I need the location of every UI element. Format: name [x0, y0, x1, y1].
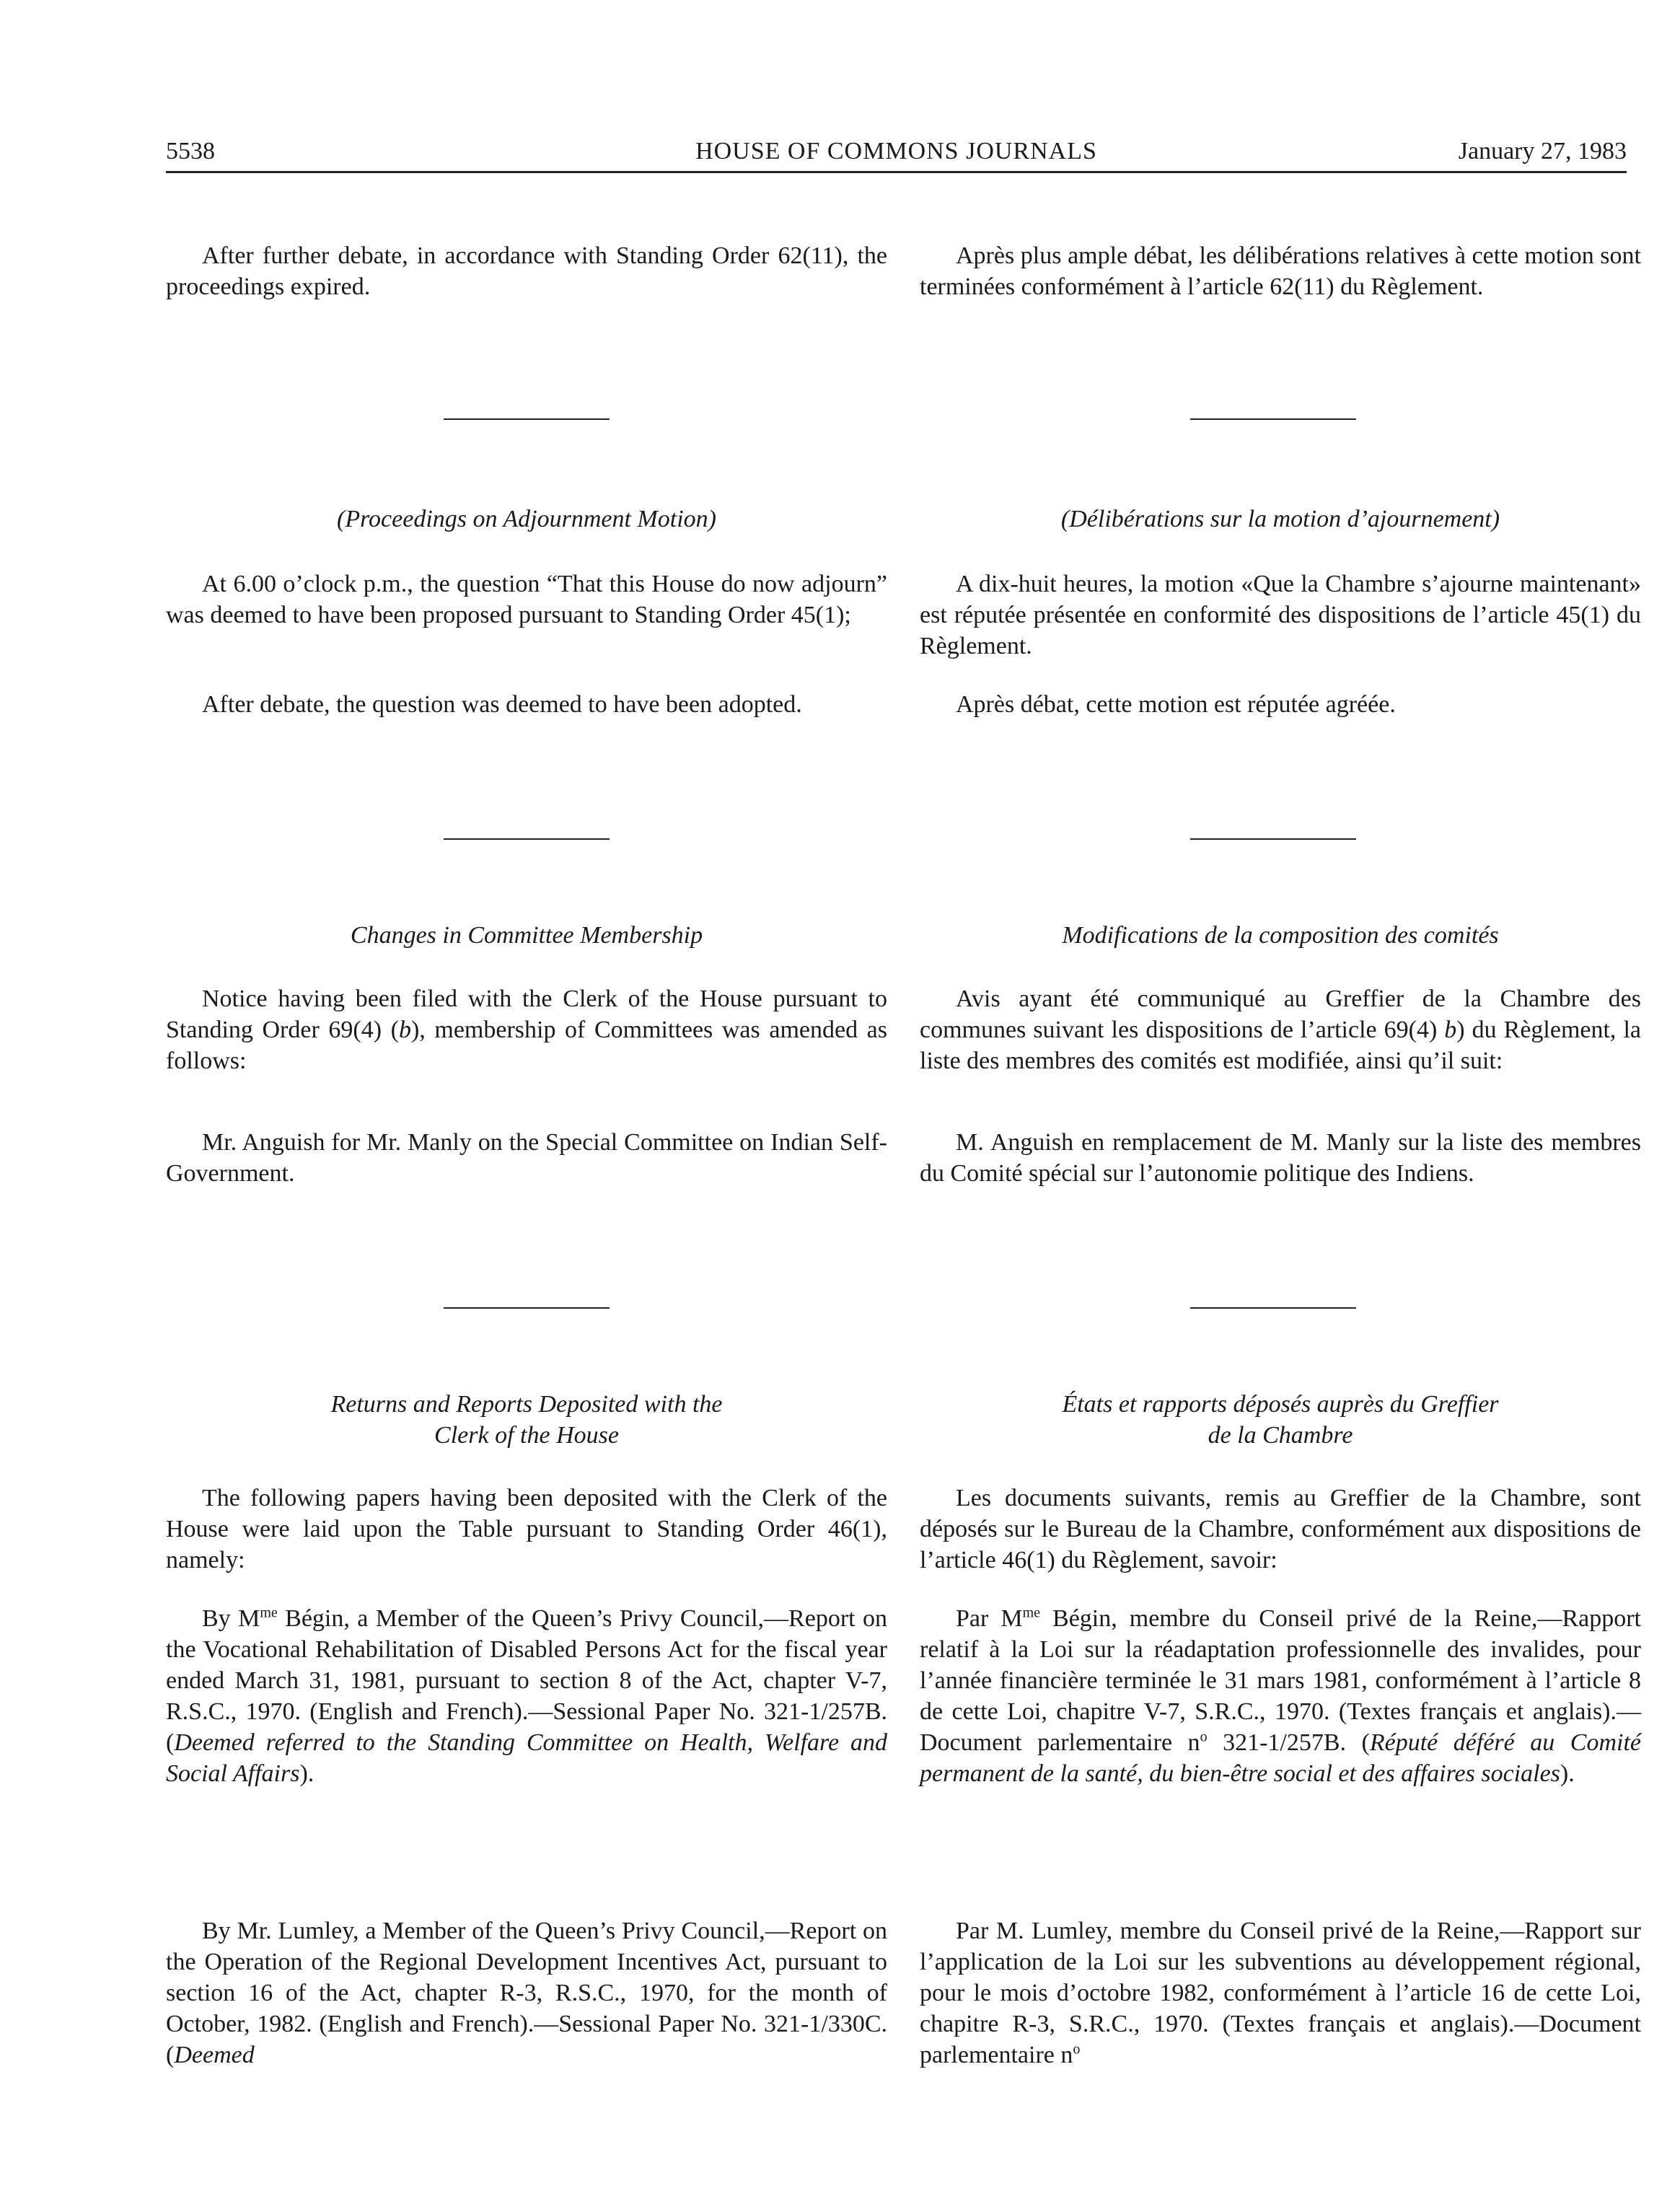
- en-section-divider: [444, 838, 610, 840]
- en-adjournment-paragraph: At 6.00 o’clock p.m., the question “That this House do now adjourn” was deemed to have been proposed pursuant to Standing Order 45(1);: [166, 571, 887, 628]
- en-returns-paragraph: The following papers having been deposited with the Clerk of the House were laid upon the Table pursuant to Standing Order 46(1), namely:: [166, 1485, 887, 1573]
- en-debate-paragraph: After further debate, in accordance with Standing Order 62(11), the proceedings expired.: [166, 242, 887, 300]
- en-heading-committee: Changes in Committee Membership: [350, 922, 703, 949]
- en-section-divider: [444, 418, 610, 420]
- en-section-divider: [444, 1307, 610, 1309]
- fr-adjournment-result: Après débat, cette motion est réputée agréée.: [956, 691, 1396, 718]
- fr-committee-paragraph: Avis ayant été communiqué au Greffier de la Chambre des communes suivant les dispositions de l’article 69(4) b) du Règlement, la liste des membres des comités est modifiée, ainsi qu’il suit:: [920, 985, 1641, 1074]
- fr-heading-adjournment: (Délibérations sur la motion d’ajournement): [1060, 506, 1500, 532]
- fr-section-divider: [1190, 1307, 1356, 1309]
- en-member-paragraph: Mr. Anguish for Mr. Manly on the Special Committee on Indian Self-Government.: [166, 1129, 887, 1187]
- fr-debate-paragraph: Après plus ample débat, les délibérations relatives à cette motion sont terminées conformément à l’article 62(11) du Règlement.: [920, 242, 1641, 300]
- journal-title: HOUSE OF COMMONS JOURNALS: [695, 138, 1097, 164]
- en-heading-returns: Returns and Reports Deposited with the Clerk of the House: [330, 1391, 723, 1449]
- en-adjournment-result: After debate, the question was deemed to have been adopted.: [202, 691, 802, 718]
- fr-heading-committee: Modifications de la composition des comités: [1062, 922, 1499, 949]
- fr-member-paragraph: M. Anguish en remplacement de M. Manly sur la liste des membres du Comité spécial sur l’autonomie politique des Indiens.: [920, 1129, 1641, 1187]
- en-committee-paragraph: Notice having been filed with the Clerk of the House pursuant to Standing Order 69(4) (b), membership of Committees was amended as follows:: [166, 985, 887, 1074]
- fr-adjournment-paragraph: A dix-huit heures, la motion «Que la Chambre s’ajourne maintenant» est réputée présentée en conformité des dispositions de l’article 45(1) du Règlement.: [920, 571, 1641, 659]
- page-number: 5538: [166, 138, 215, 164]
- page-header: [166, 133, 1627, 173]
- fr-section-divider: [1190, 838, 1356, 840]
- en-lumley-paper: By Mr. Lumley, a Member of the Queen’s Privy Council,—Report on the Operation of the Regional Development Incentives Act, pursuant to section 16 of the Act, chapter R-3, R.S.C., 1970, for the month of October, 1982. (English and French).—Sessional Paper No. 321-1/330C. (Deemed: [166, 1918, 887, 2068]
- en-heading-adjournment: (Proceedings on Adjournment Motion): [337, 506, 716, 532]
- fr-returns-paragraph: Les documents suivants, remis au Greffier de la Chambre, sont déposés sur le Bureau de la Chambre, conformément aux dispositions de l’article 46(1) du Règlement, savoir:: [920, 1485, 1641, 1573]
- journal-date: January 27, 1983: [1458, 138, 1627, 164]
- en-begin-paper: By $M^{me}$ Bégin, a Member of the Queen’s Privy Council,—Report on the Vocational Rehabilitation of Disabled Persons Act for the fiscal year ended March 31, 1981, pursuant to section 8 of the Act, chapter V-7, R.S.C., 1970. (English and French).—Sessional Paper No. 321-1/257B. (Deemed referred to the Standing Committee on Health, Welfare and Social Affairs).: [166, 1604, 887, 1787]
- fr-begin-paper: Par $M^{me}$ Bégin, membre du Conseil privé de la Reine,—Rapport relatif à la Loi sur la réadaptation professionnelle des invalides, pour l’année financière terminée le 31 mars 1981, conformément à l’article 8 de cette Loi, chapitre V-7, S.R.C., 1970. (Textes français et anglais).—Document parlementaire $n^o$ 321-1/257B. (Réputé déféré au Comité permanent de la santé, du bien-être social et des affaires sociales).: [920, 1604, 1641, 1787]
- fr-section-divider: [1190, 418, 1356, 420]
- fr-lumley-paper: Par M. Lumley, membre du Conseil privé de la Reine,—Rapport sur l’application de la Loi sur les subventions au développement régional, pour le mois d’octobre 1982, conformément à l’article 16 de cette Loi, chapitre R-3, S.R.C., 1970. (Textes français et anglais).—Document parlementaire $n^o$: [920, 1918, 1641, 2068]
- fr-heading-returns: États et rapports déposés auprès du Greffier de la Chambre: [1062, 1391, 1499, 1449]
